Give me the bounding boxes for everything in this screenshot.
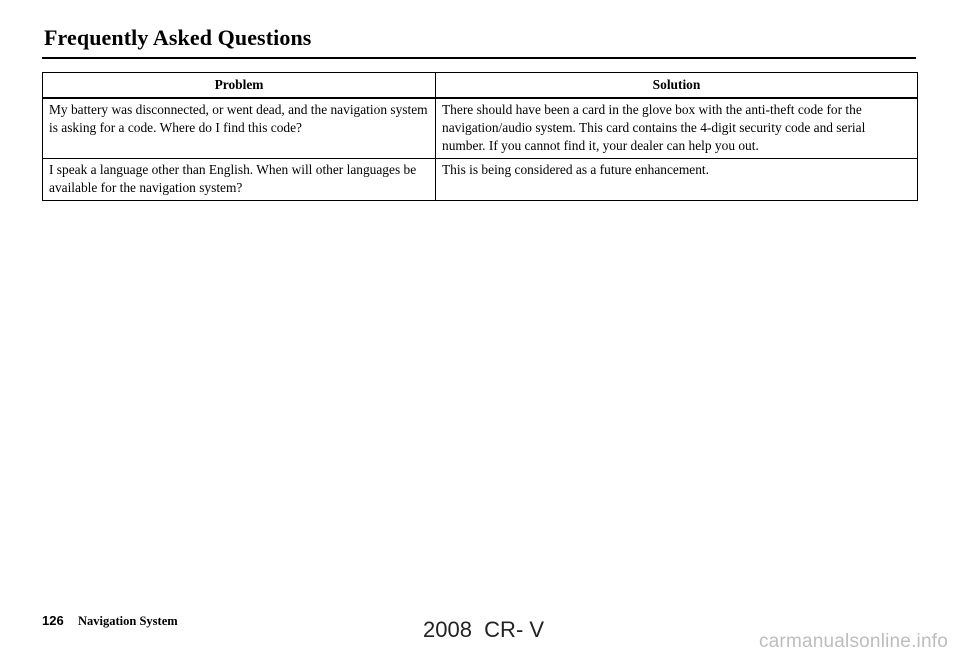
header-problem: Problem (43, 73, 436, 99)
problem-cell: I speak a language other than English. When will other languages be available for the navigation system? (43, 159, 436, 201)
header-solution: Solution (436, 73, 918, 99)
page-number: 126 (42, 613, 64, 628)
solution-cell: This is being considered as a future enhancement. (436, 159, 918, 201)
table-header-row (43, 73, 918, 99)
footer-model-label: 2008 CR- V (423, 617, 545, 642)
solution-cell: There should have been a card in the glove box with the anti-theft code for the navigation/audio system. This card contains the 4-digit security code and serial number. If you cannot find it, your dealer can help you out. (436, 98, 918, 159)
table-row (43, 159, 918, 201)
watermark: carmanualsonline.info (758, 631, 948, 652)
footer-section-title: Navigation System (78, 614, 178, 628)
title-divider (42, 57, 916, 59)
faq-table (42, 72, 918, 201)
problem-cell: My battery was disconnected, or went dead, and the navigation system is asking for a code. Where do I find this code? (43, 98, 436, 159)
table-row (43, 98, 918, 159)
page-title: Frequently Asked Questions (44, 25, 312, 50)
